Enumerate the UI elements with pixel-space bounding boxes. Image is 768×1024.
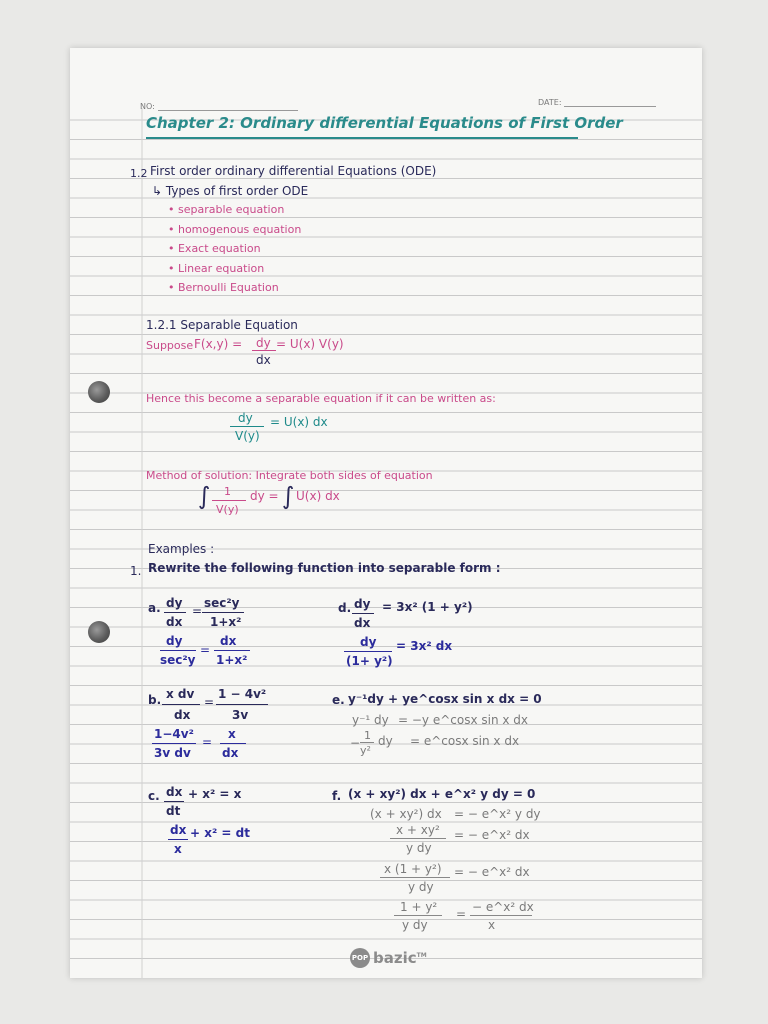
- e-l3-rhs: = e^cosx sin x dx: [410, 734, 520, 748]
- c-l2-numerator: dx: [170, 823, 187, 837]
- types-intro: ↳ Types of first order ODE: [152, 184, 309, 198]
- b-l2-rdenominator: dx: [222, 746, 239, 760]
- d-l2-bar: [344, 651, 392, 652]
- c-l2-bar: [168, 839, 188, 840]
- e-l3-mid: dy: [378, 734, 393, 748]
- a-l2-rnumerator: dx: [220, 634, 237, 648]
- brand-name: [373, 949, 427, 967]
- f-l5-bar: [394, 915, 442, 916]
- integral-right: ∫: [282, 482, 295, 510]
- integral-mid: dy =: [250, 489, 279, 503]
- a-l2-bar: [160, 650, 196, 651]
- no-line: [158, 110, 298, 111]
- suppose-lhs: F(x,y) =: [194, 337, 243, 351]
- a-l1-equals: =: [192, 604, 203, 618]
- c-l2-denominator: x: [174, 842, 182, 856]
- hence-text: Hence this become a separable equation if it can be written as:: [146, 392, 496, 405]
- example-c-label: c.: [148, 789, 160, 803]
- a-l1-bar: [164, 612, 186, 613]
- f-l5-rnumerator: − e^x² dx: [472, 900, 534, 914]
- a-l1-denominator: dx: [166, 615, 183, 629]
- question-text: Rewrite the following function into separable form :: [148, 561, 501, 575]
- f-l5-rdenominator: x: [488, 918, 496, 932]
- f-l4-rhs: = − e^x² dx: [454, 865, 530, 879]
- a-l2-equals: =: [200, 643, 211, 657]
- f-l2-rhs: = − e^x² y dy: [454, 807, 541, 821]
- a-l2-numerator: dy: [166, 634, 183, 648]
- section-heading: First order ordinary differential Equations (ODE): [150, 164, 437, 178]
- e-l3-denominator: y²: [360, 744, 371, 757]
- d-l1-denominator: dx: [354, 616, 371, 630]
- b-l1-denominator: dx: [174, 708, 191, 722]
- f-l1: (x + xy²) dx + e^x² y dy = 0: [348, 787, 536, 801]
- integral-numerator: 1: [224, 485, 231, 498]
- b-l2-equals: =: [202, 735, 213, 749]
- f-l5-denominator: y dy: [402, 918, 428, 932]
- c-l1-rest: + x² = x: [188, 787, 242, 801]
- example-f-label: f.: [332, 789, 342, 803]
- c-l1-bar: [164, 801, 184, 802]
- b-l1-numerator: x dv: [166, 687, 195, 701]
- c-l1-numerator: dx: [166, 785, 183, 799]
- sep-denominator: V(y): [235, 429, 260, 443]
- section-number: 1.2: [130, 167, 148, 180]
- f-l4-numerator: x (1 + y²): [384, 862, 442, 876]
- brand-logo: [350, 948, 427, 968]
- integral-rhs: U(x) dx: [296, 489, 340, 503]
- type-item: • Bernoulli Equation: [168, 281, 279, 294]
- a-l1-rbar: [202, 612, 244, 613]
- b-l2-rnumerator: x: [228, 727, 236, 741]
- c-l2-rest: + x² = dt: [190, 826, 250, 840]
- brand-badge: POP: [350, 948, 370, 968]
- b-l2-denominator: 3v dv: [154, 746, 191, 760]
- f-l4-denominator: y dy: [408, 880, 434, 894]
- b-l1-bar: [162, 704, 200, 705]
- example-d-label: d.: [338, 601, 352, 615]
- a-l2-rbar: [214, 650, 250, 651]
- a-l1-rdenominator: 1+x²: [210, 615, 242, 629]
- suppose-numerator: dy: [256, 336, 271, 350]
- suppose-rhs: = U(x) V(y): [276, 337, 344, 351]
- suppose-denominator: dx: [256, 353, 271, 367]
- f-l3-bar: [390, 838, 446, 839]
- f-l2-lhs: (x + xy²) dx: [370, 807, 442, 821]
- binder-hole-bottom: [88, 621, 110, 643]
- title-underline: [146, 137, 578, 139]
- d-l1-numerator: dy: [354, 597, 371, 611]
- b-l2-bar: [152, 743, 196, 744]
- integral-left: ∫: [198, 482, 211, 510]
- d-l1-rest: = 3x² (1 + y²): [382, 600, 473, 614]
- f-l3-denominator: y dy: [406, 841, 432, 855]
- suppose-label: Suppose: [146, 339, 194, 352]
- b-l2-numerator: 1−4v²: [154, 727, 194, 741]
- b-l2-rbar: [220, 743, 246, 744]
- b-l1-equals: =: [204, 695, 215, 709]
- b-l1-rnumerator: 1 − 4v²: [218, 687, 267, 701]
- d-l2-rest: = 3x² dx: [396, 639, 453, 653]
- date-line: [564, 106, 656, 107]
- integral-denominator: V(y): [216, 503, 239, 516]
- sep-numerator: dy: [238, 411, 253, 425]
- f-l5-rbar: [470, 915, 532, 916]
- e-l1: y⁻¹dy + ye^cosx sin x dx = 0: [348, 692, 542, 706]
- subsection-heading: 1.2.1 Separable Equation: [146, 318, 298, 332]
- integral-fraction-bar: [212, 500, 246, 501]
- sep-fraction-bar: [230, 426, 264, 427]
- brand-tm: TM: [416, 952, 427, 959]
- a-l2-rdenominator: 1+x²: [216, 653, 248, 667]
- d-l1-bar: [352, 613, 374, 614]
- example-a-label: a.: [148, 601, 161, 615]
- binder-hole-top: [88, 381, 110, 403]
- example-e-label: e.: [332, 693, 345, 707]
- d-l2-denominator: (1+ y²): [346, 654, 393, 668]
- type-item: • homogenous equation: [168, 222, 302, 236]
- e-l2-rhs: = −y e^cosx sin x dx: [398, 713, 529, 727]
- c-l1-denominator: dt: [166, 804, 181, 818]
- e-l3-bar: [360, 742, 374, 743]
- f-l5-numerator: 1 + y²: [400, 900, 438, 914]
- b-l1-rdenominator: 3v: [232, 708, 249, 722]
- chapter-title: Chapter 2: Ordinary differential Equations of First Order: [146, 114, 623, 132]
- f-l5-equals: =: [456, 907, 467, 921]
- f-l3-numerator: x + xy²: [396, 823, 440, 837]
- a-l1-numerator: dy: [166, 596, 183, 610]
- d-l2-numerator: dy: [360, 635, 377, 649]
- e-l3-minus: −: [350, 736, 361, 750]
- brand-name-text: bazic: [373, 949, 417, 967]
- method-text: Method of solution: Integrate both sides of equation: [146, 469, 433, 482]
- type-item: • separable equation: [168, 203, 285, 216]
- e-l2-lhs: y⁻¹ dy: [352, 713, 389, 727]
- a-l2-denominator: sec²y: [160, 653, 196, 667]
- type-item: • Linear equation: [168, 261, 265, 275]
- type-item: • Exact equation: [168, 242, 261, 255]
- sep-rhs: = U(x) dx: [270, 415, 328, 429]
- suppose-fraction-bar: [252, 350, 276, 351]
- question-number: 1.: [130, 564, 142, 578]
- f-l3-rhs: = − e^x² dx: [454, 828, 530, 842]
- date-label: DATE:: [538, 98, 562, 107]
- a-l1-rnumerator: sec²y: [204, 596, 240, 610]
- examples-label: Examples :: [148, 542, 215, 556]
- e-l3-numerator: 1: [364, 729, 371, 742]
- notebook-page: [70, 48, 702, 978]
- b-l1-rbar: [216, 704, 268, 705]
- no-label: NO:: [140, 102, 155, 111]
- f-l4-bar: [380, 877, 450, 878]
- example-b-label: b.: [148, 693, 162, 707]
